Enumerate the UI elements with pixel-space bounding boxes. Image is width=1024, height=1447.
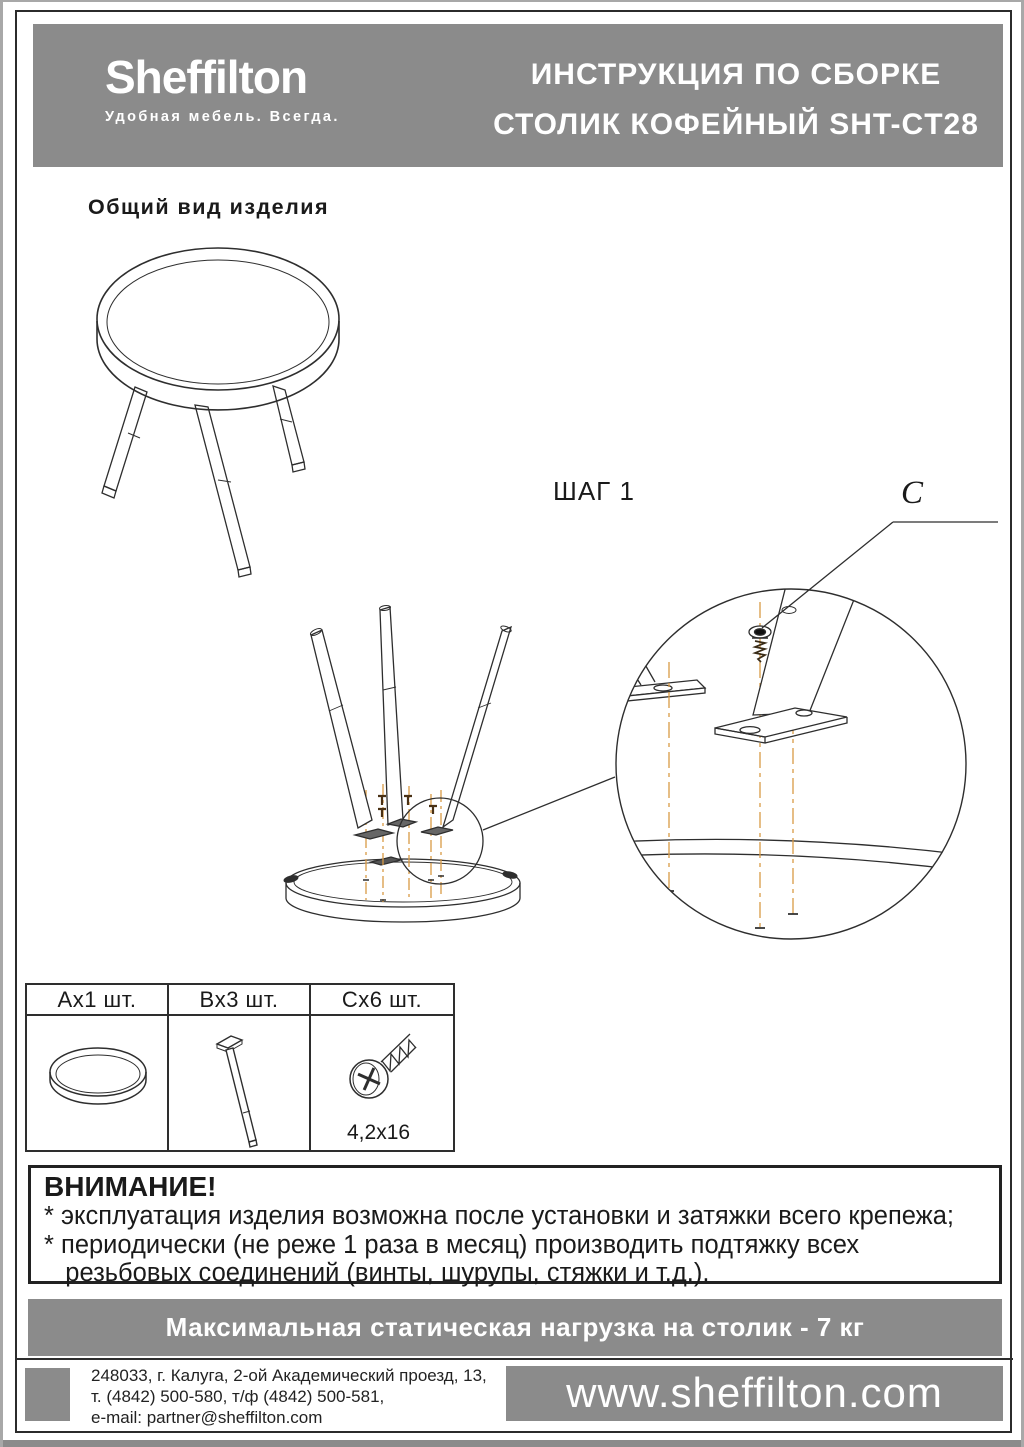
footer-accent-block xyxy=(25,1368,70,1421)
warning-line-2: * периодически (не реже 1 раза в месяц) производить подтяжку всех xyxy=(44,1230,860,1259)
address-line-1: 248033, г. Калуга, 2-ой Академический проезд, 13, xyxy=(91,1366,487,1385)
document-title xyxy=(453,58,1019,142)
brand-logo xyxy=(105,51,340,125)
part-b-label: Bx3 шт. xyxy=(169,985,311,1016)
assembly-step-drawing xyxy=(253,502,998,957)
part-a-label: Ax1 шт. xyxy=(27,985,169,1016)
step-heading: ШАГ 1 xyxy=(553,476,635,506)
brand-name: Sheffilton xyxy=(105,51,308,103)
warning-title: ВНИМАНИЕ! xyxy=(44,1171,217,1202)
part-b-cell xyxy=(169,1016,311,1150)
leg-part-drawing xyxy=(169,1016,308,1149)
page-bottom-strip xyxy=(3,1440,1024,1447)
screw-size-label: 4,2x16 xyxy=(347,1121,411,1144)
warning-box xyxy=(28,1165,1002,1287)
footer-divider xyxy=(17,1358,1013,1360)
header xyxy=(33,24,1003,167)
address-line-2: т. (4842) 500-580, т/ф (4842) 500-581, xyxy=(91,1387,385,1406)
max-load-banner: Максимальная статическая нагрузка на столик - 7 кг xyxy=(28,1299,1002,1356)
title-line-1: ИНСТРУКЦИЯ ПО СБОРКЕ xyxy=(530,58,942,91)
company-address xyxy=(91,1365,487,1428)
warning-line-3: резьбовых соединений (винты, шурупы, стяжки и т.д.). xyxy=(44,1259,710,1287)
part-c-cell xyxy=(311,1016,453,1150)
overview-heading: Общий вид изделия xyxy=(88,195,330,219)
brand-tagline: Удобная мебель. Всегда. xyxy=(105,109,340,125)
website-banner: www.sheffilton.com xyxy=(506,1366,1003,1421)
part-c-label: Cx6 шт. xyxy=(311,985,453,1016)
warning-line-1: * эксплуатация изделия возможна после установки и затяжки всего крепежа; xyxy=(44,1202,954,1230)
part-a-cell xyxy=(27,1016,169,1150)
address-line-3: e-mail: partner@sheffilton.com xyxy=(91,1408,323,1427)
callout-letter: C xyxy=(901,475,924,511)
parts-table xyxy=(25,983,455,1152)
tabletop-part-drawing xyxy=(27,1016,167,1149)
title-line-2: СТОЛИК КОФЕЙНЫЙ SHT-CT28 xyxy=(493,108,979,141)
